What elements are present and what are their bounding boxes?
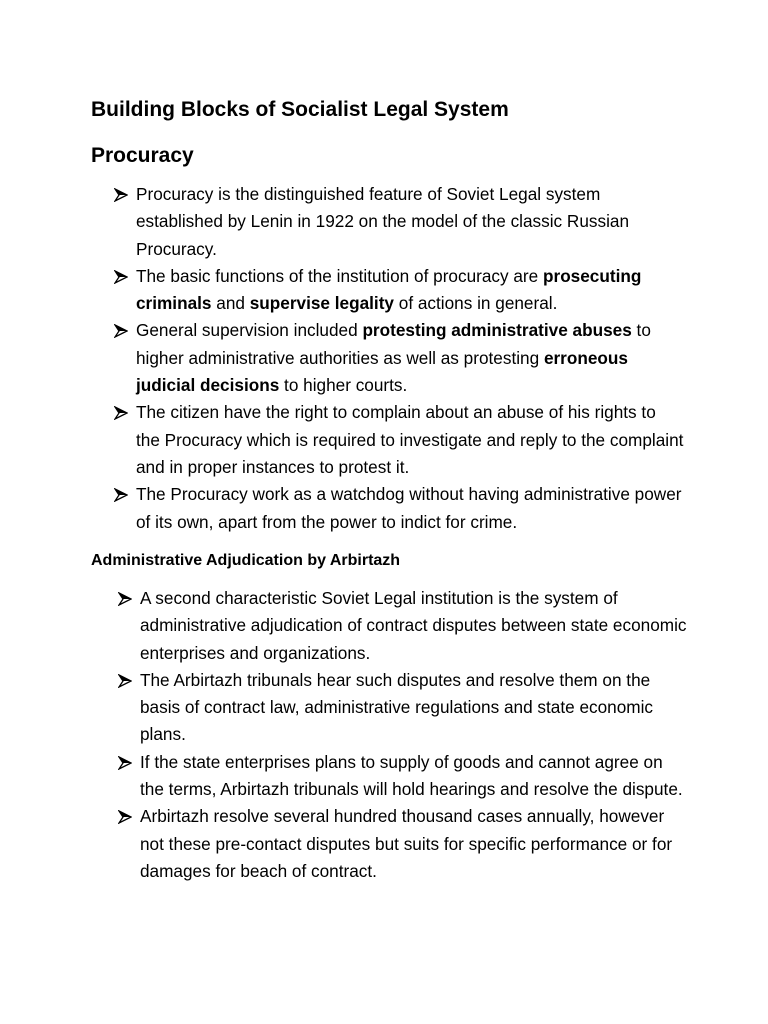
- arrowhead-bullet-icon: [114, 181, 130, 208]
- text: and: [211, 293, 250, 314]
- bold-text: protesting administrative abuses: [362, 320, 632, 341]
- arrowhead-bullet-icon: [118, 585, 134, 612]
- bullet-item: [118, 749, 688, 804]
- arrowhead-bullet-icon: [114, 481, 130, 508]
- bullet-item: [118, 803, 688, 885]
- arbirtazh-bullet-list: [118, 585, 688, 885]
- bullet-item: [114, 263, 684, 318]
- text: to higher courts.: [279, 375, 408, 396]
- text: A second characteristic Soviet Legal institution is the system of administrative adjudication of contract disputes between state economic enterprises and organizations.: [140, 588, 687, 663]
- text: General supervision included: [136, 320, 363, 341]
- bullet-item: [114, 481, 684, 536]
- arrowhead-bullet-icon: [118, 803, 134, 830]
- text: The citizen have the right to complain about an abuse of his rights to the Procuracy which is required to investigate and reply to the complaint and in proper instances to protest it.: [136, 402, 684, 477]
- arrowhead-bullet-icon: [118, 667, 134, 694]
- bullet-item: [118, 667, 688, 749]
- bullet-item: [114, 317, 684, 399]
- arrowhead-bullet-icon: [114, 399, 130, 426]
- bullet-item: [114, 399, 684, 481]
- section-heading-arbirtazh: Administrative Adjudication by Arbirtazh: [91, 552, 401, 569]
- text: The Procuracy work as a watchdog without having administrative power of its own, apart from the power to indict for crime.: [136, 484, 682, 532]
- document-title: Building Blocks of Socialist Legal System: [91, 98, 509, 121]
- arrowhead-bullet-icon: [114, 317, 130, 344]
- text: of actions in general.: [393, 293, 558, 314]
- section-heading-procuracy: Procuracy: [91, 144, 194, 167]
- text: If the state enterprises plans to supply of goods and cannot agree on the terms, Arbirtazh tribunals will hold hearings and resolve the dispute.: [140, 751, 683, 800]
- bold-text: supervise legality: [249, 293, 394, 314]
- text: The basic functions of the institution of procuracy are: [136, 265, 543, 286]
- text: to higher administrative authorities as well as protesting: [136, 320, 651, 368]
- bold-text: prosecuting criminals: [136, 265, 642, 314]
- text: Arbirtazh resolve several hundred thousand cases annually, however not these pre-contact disputes but suits for specific performance or for damages for beach of contract.: [140, 806, 673, 881]
- procuracy-bullet-list: [114, 181, 684, 536]
- text: The Arbirtazh tribunals hear such disputes and resolve them on the basis of contract law, administrative regulations and state economic plans.: [140, 669, 654, 745]
- arrowhead-bullet-icon: [114, 263, 130, 290]
- text: Procuracy is the distinguished feature of Soviet Legal system established by Lenin in 1922 on the model of the classic Russian Procuracy.: [136, 184, 630, 259]
- bullet-item: [114, 181, 684, 263]
- bold-text: erroneous judicial decisions: [136, 347, 628, 396]
- bullet-item: [118, 585, 688, 667]
- arrowhead-bullet-icon: [118, 749, 134, 776]
